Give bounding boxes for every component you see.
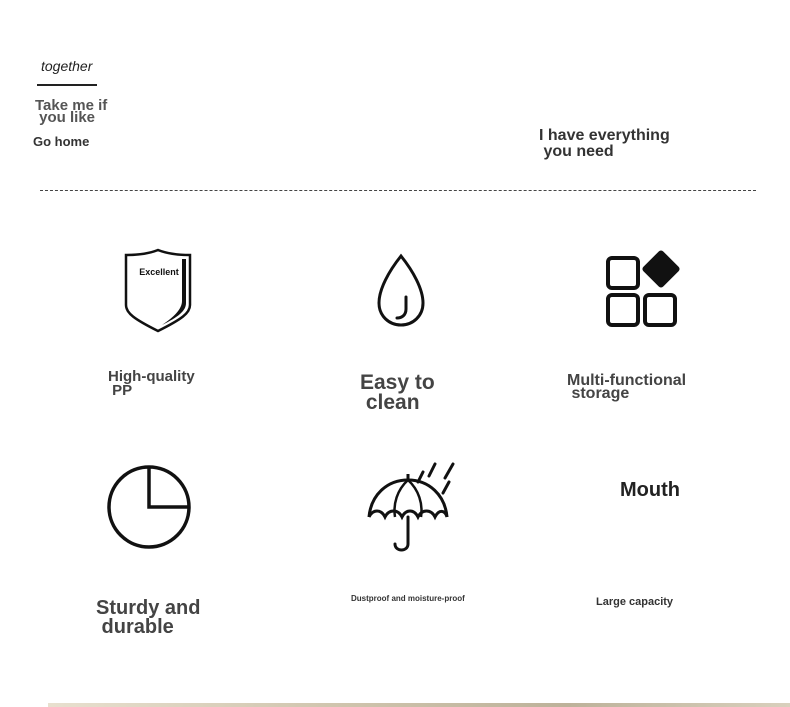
feature-label-multi-storage: Multi-functional storage (567, 372, 687, 402)
section-divider (40, 190, 756, 191)
feature-label-easy-clean: Easy to clean (360, 371, 435, 414)
umbrella-rain-icon (365, 460, 460, 556)
shield-badge-text: Excellent (139, 267, 179, 277)
grid-apps-icon (605, 250, 685, 330)
feature-label-dustproof: Dustproof and moisture-proof (351, 594, 465, 603)
tagline-underline (37, 84, 97, 86)
droplet-icon (375, 253, 427, 329)
take-me-text: Take me if you like (35, 97, 108, 126)
shield-icon (122, 247, 194, 335)
together-tagline: together (41, 58, 93, 74)
go-home-text: Go home (33, 134, 90, 149)
feature-label-large-capacity: Large capacity (596, 596, 674, 608)
feature-label-high-quality: High-quality PP (108, 368, 195, 399)
bottom-photo-strip (48, 703, 790, 707)
have-everything-text: I have everything you need (539, 127, 670, 160)
pie-chart-icon (105, 462, 195, 552)
feature-label-sturdy: Sturdy and durable (96, 597, 201, 638)
mouth-heading: Mouth (620, 479, 680, 501)
